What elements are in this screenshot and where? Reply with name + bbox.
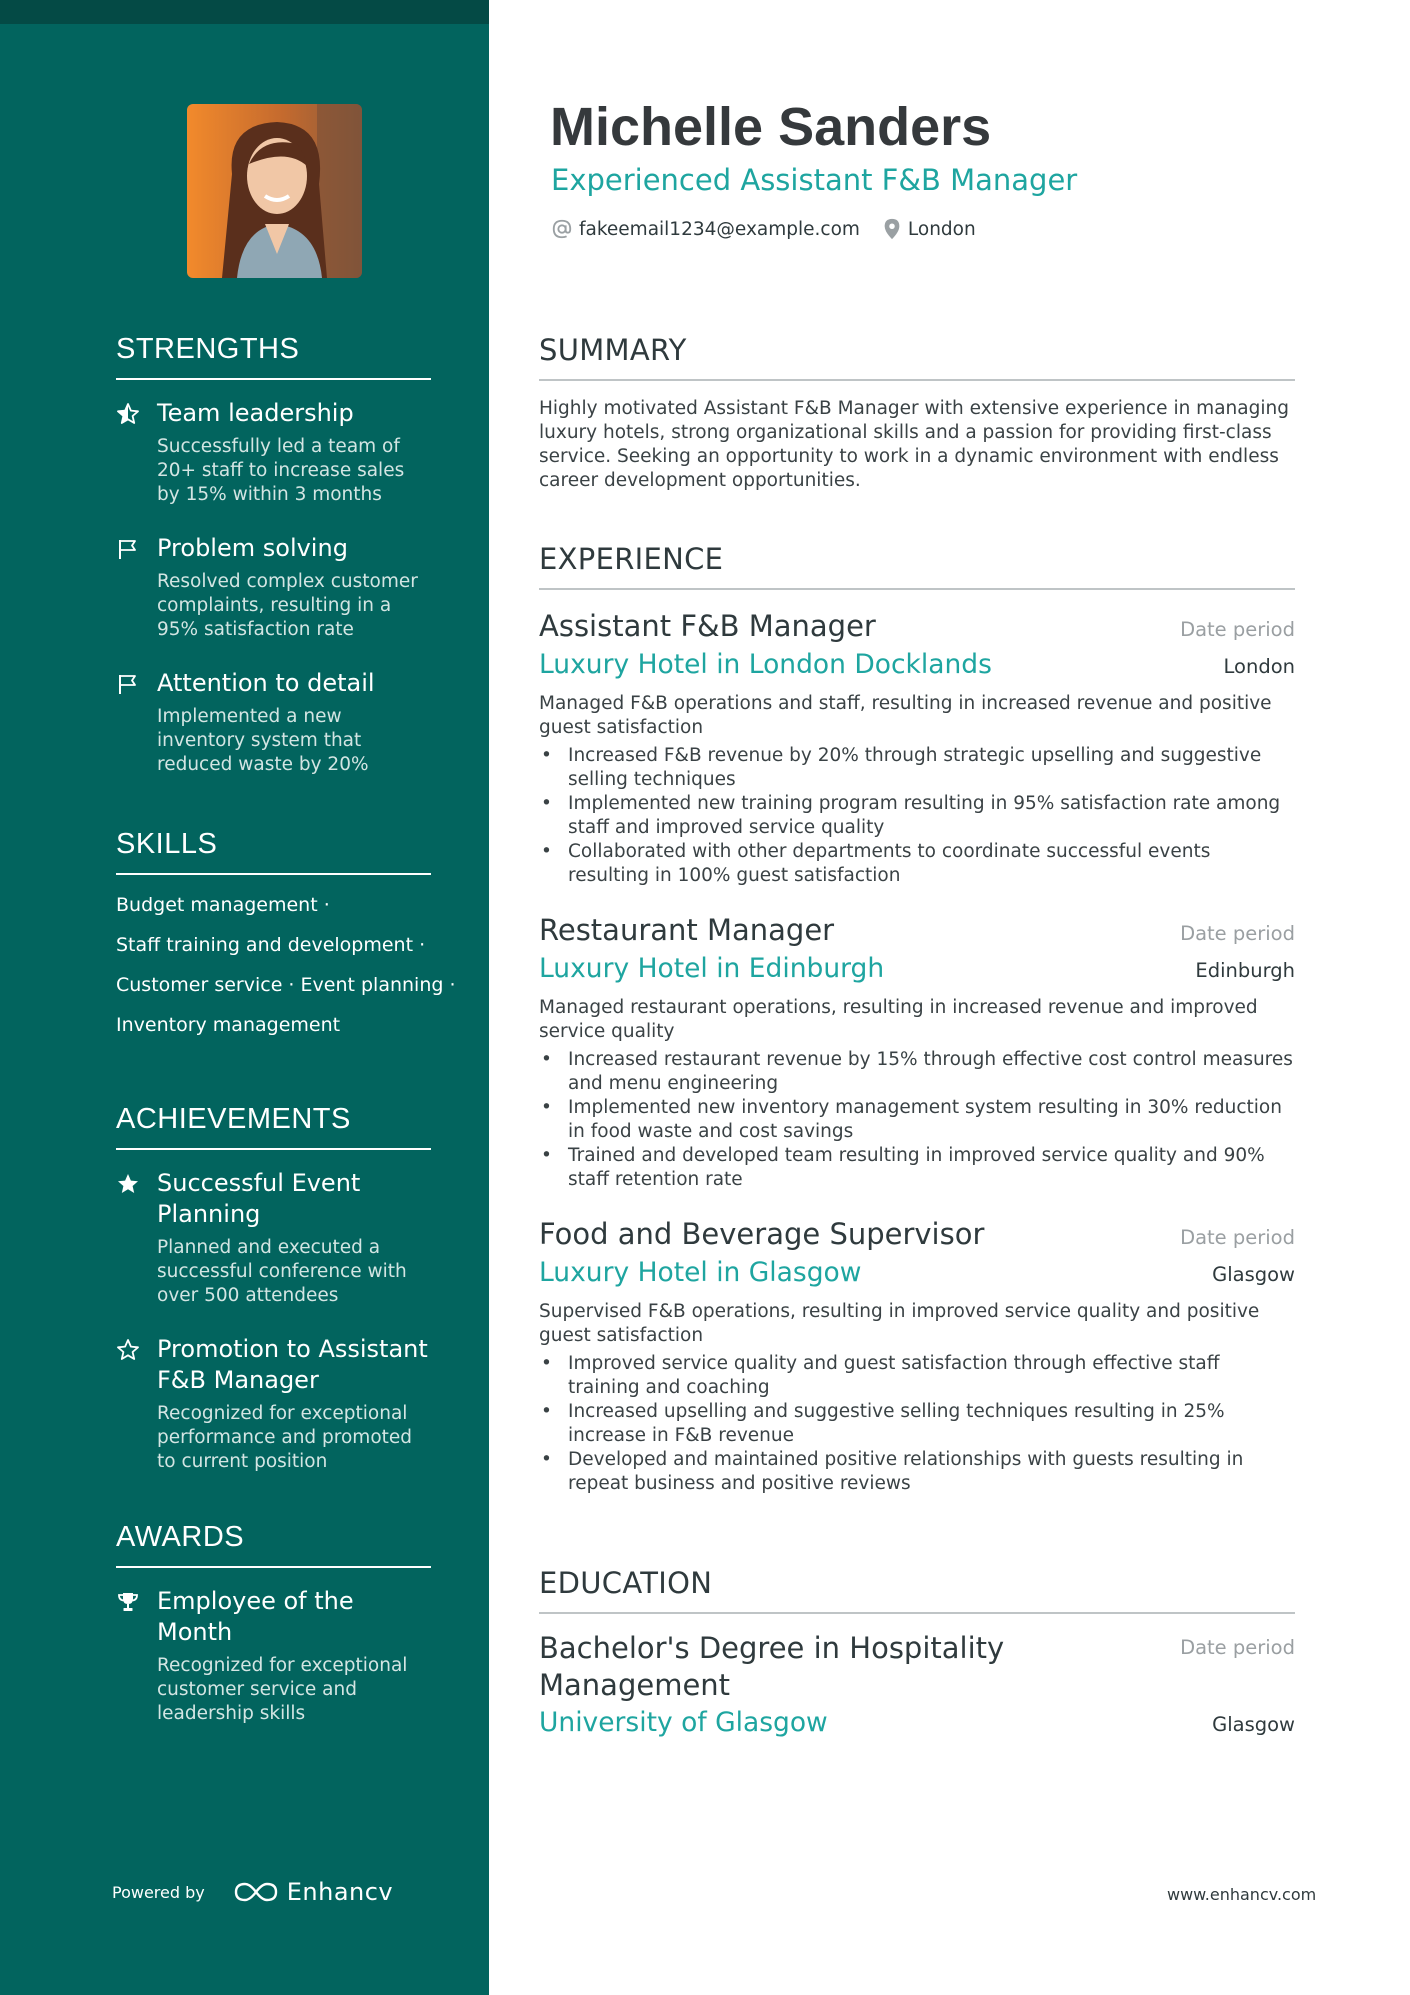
strength-title: Problem solving — [157, 534, 348, 562]
job-location: London — [1223, 655, 1295, 678]
skill-row: Customer service · Event planning · — [116, 974, 456, 996]
achievement-item — [116, 1168, 431, 1308]
strength-desc: Successfully led a team of 20+ staff to increase sales by 15% within 3 months — [157, 436, 405, 505]
enhancv-logo[interactable] — [233, 1878, 393, 1906]
job-bullet: • Collaborated with other departments to coordinate successful events resulting in 100% guest satisfaction — [539, 840, 1295, 888]
strengths-section — [116, 333, 431, 803]
job-bullet: • Trained and developed team resulting in improved service quality and 90% staff retention rate — [539, 1144, 1295, 1192]
job-title: Assistant F&B Manager — [539, 609, 876, 643]
location-pin-icon — [882, 218, 902, 240]
flag-icon — [116, 537, 140, 561]
experience-heading: EXPERIENCE — [539, 542, 1295, 590]
job-title: Food and Beverage Supervisor — [539, 1217, 985, 1251]
awards-heading: AWARDS — [116, 1521, 431, 1568]
skill-row: Budget management · — [116, 894, 330, 916]
contact-email[interactable] — [551, 218, 860, 240]
award-item — [116, 1586, 431, 1726]
education-location: Glasgow — [1212, 1713, 1295, 1736]
powered-by — [112, 1878, 393, 1906]
job-company: Luxury Hotel in Glasgow — [539, 1257, 862, 1288]
job-company: Luxury Hotel in London Docklands — [539, 649, 992, 680]
star-outline-icon — [116, 1338, 140, 1362]
summary-section — [539, 333, 1295, 493]
achievements-heading: ACHIEVEMENTS — [116, 1103, 431, 1150]
sidebar-top-bar — [0, 0, 489, 24]
strength-desc: Resolved complex customer complaints, resulting in a 95% satisfaction rate — [157, 571, 418, 640]
trophy-icon — [116, 1590, 140, 1614]
skills-section — [116, 828, 456, 1053]
footer-url[interactable]: www.enhancv.com — [1167, 1885, 1317, 1904]
job-bullet: • Increased F&B revenue by 20% through strategic upselling and suggestive selling techniques — [539, 744, 1295, 792]
job-bullet: • Increased upselling and suggestive selling techniques resulting in 25% increase in F&B revenue — [539, 1400, 1295, 1448]
job-bullets — [539, 1048, 1295, 1192]
email-text: fakeemail1234@example.com — [579, 218, 860, 240]
job-description: Managed restaurant operations, resulting in increased revenue and improved service quality — [539, 997, 1258, 1042]
summary-heading: SUMMARY — [539, 333, 1295, 381]
job-bullets — [539, 1352, 1295, 1496]
strength-item — [116, 533, 431, 642]
education-entry — [539, 1630, 1295, 1742]
job-title: Restaurant Manager — [539, 913, 835, 947]
enhancv-brand-name: Enhancv — [286, 1878, 394, 1906]
achievement-desc: Recognized for exceptional performance and promoted to current position — [157, 1403, 413, 1472]
job-date: Date period — [1180, 618, 1295, 641]
job-bullets — [539, 744, 1295, 888]
strength-desc: Implemented a new inventory system that reduced waste by 20% — [157, 706, 369, 775]
job-entry — [539, 1214, 1295, 1496]
star-half-icon — [116, 402, 140, 426]
education-section — [539, 1566, 1295, 1764]
achievement-title: Successful Event Planning — [157, 1169, 361, 1228]
job-date: Date period — [1180, 922, 1295, 945]
award-title: Employee of the Month — [157, 1587, 354, 1646]
enhancv-logo-icon — [233, 1880, 279, 1904]
education-date: Date period — [1180, 1636, 1295, 1659]
job-description: Managed F&B operations and staff, resulting in increased revenue and positive guest satisfaction — [539, 693, 1272, 738]
strength-item — [116, 398, 431, 507]
avatar — [187, 104, 362, 278]
sidebar — [0, 0, 489, 1995]
job-location: Glasgow — [1212, 1263, 1295, 1286]
strengths-heading: STRENGTHS — [116, 333, 431, 380]
job-bullet: • Developed and maintained positive relationships with guests resulting in repeat business and positive reviews — [539, 1448, 1295, 1496]
award-desc: Recognized for exceptional customer service and leadership skills — [157, 1655, 408, 1724]
achievement-item — [116, 1334, 431, 1474]
job-description: Supervised F&B operations, resulting in improved service quality and positive guest satisfaction — [539, 1301, 1260, 1346]
contact-location — [882, 218, 976, 240]
strength-item — [116, 668, 431, 777]
powered-by-label: Powered by — [112, 1882, 205, 1902]
strength-title: Team leadership — [157, 399, 354, 427]
job-bullet: • Improved service quality and guest satisfaction through effective staff training and coaching — [539, 1352, 1295, 1400]
candidate-title: Experienced Assistant F&B Manager — [551, 163, 1078, 197]
skill-row: Staff training and development · — [116, 934, 426, 956]
degree-title: Bachelor's Degree in Hospitality Management — [539, 1631, 1005, 1702]
job-bullet: • Increased restaurant revenue by 15% through effective cost control measures and menu engineering — [539, 1048, 1295, 1096]
job-company: Luxury Hotel in Edinburgh — [539, 953, 885, 984]
at-sign-icon — [551, 218, 573, 240]
location-text: London — [907, 218, 976, 240]
skills-heading: SKILLS — [116, 828, 431, 875]
candidate-name: Michelle Sanders — [550, 97, 992, 157]
experience-section — [539, 542, 1295, 1518]
job-bullet: • Implemented new training program resulting in 95% satisfaction rate among staff and improved service quality — [539, 792, 1295, 840]
job-location: Edinburgh — [1195, 959, 1295, 982]
contact-info — [551, 218, 998, 240]
achievement-desc: Planned and executed a successful conference with over 500 attendees — [157, 1237, 407, 1306]
skills-list — [116, 893, 456, 1037]
flag-icon — [116, 672, 140, 696]
awards-section — [116, 1521, 431, 1752]
star-filled-icon — [116, 1172, 140, 1196]
strength-title: Attention to detail — [157, 669, 375, 697]
achievements-section — [116, 1103, 431, 1500]
job-entry — [539, 606, 1295, 888]
education-heading: EDUCATION — [539, 1566, 1295, 1614]
job-date: Date period — [1180, 1226, 1295, 1249]
achievement-title: Promotion to Assistant F&B Manager — [157, 1335, 428, 1394]
summary-text: Highly motivated Assistant F&B Manager with extensive experience in managing luxury hotels, strong organizational skills and a passion for providing first-class service. Seeking an opportunity to work in a dynamic environment with endless career development opportunities. — [539, 398, 1289, 491]
job-entry — [539, 910, 1295, 1192]
job-bullet: • Implemented new inventory management system resulting in 30% reduction in food waste and cost savings — [539, 1096, 1295, 1144]
skill-row: Inventory management — [116, 1014, 341, 1036]
school-name: University of Glasgow — [539, 1707, 828, 1738]
